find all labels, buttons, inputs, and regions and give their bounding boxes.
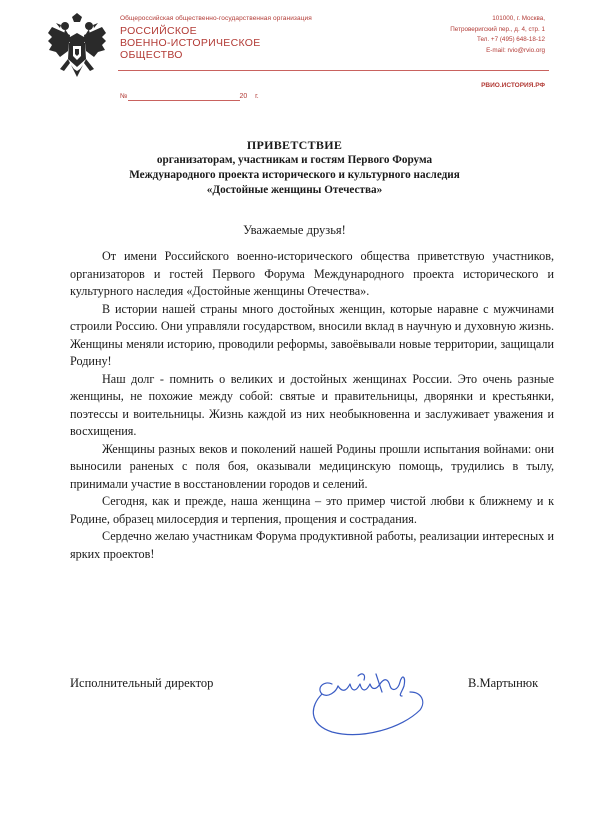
address-line: Петроверигский пер., д. 4, стр. 1 <box>450 25 545 33</box>
address-line: E-mail: rvio@rvio.org <box>486 46 545 54</box>
date-suffix: 20 г. <box>239 93 259 100</box>
body-paragraph: От имени Российского военно-исторического общества приветствую участников, организаторов и гостей Первого Форума Международного проекта исторического и культурного наследия «Достойные женщины Отечества». <box>70 249 554 298</box>
org-type-label: Общероссийская общественно-государственная организация <box>120 15 312 22</box>
page-title: ПРИВЕТСТВИЕ <box>246 138 343 152</box>
greeting: Уважаемые друзья! <box>243 223 346 237</box>
body-paragraph: В истории нашей страны много достойных женщин, которые наравне с мужчинами строили Россию. Они управляли государством, вносили вклад в научную и духовную жизнь. Женщины меняли историю, проводили реформы, завоёвывали новые территории, защищали Родину! <box>70 301 554 368</box>
org-name-line: ВОЕННО-ИСТОРИЧЕСКОЕ <box>120 37 261 49</box>
letter-body <box>70 248 554 563</box>
title-line: организаторам, участникам и гостям Первого Форума <box>156 154 433 166</box>
body-paragraph: Женщины разных веков и поколений нашей Родины прошли испытания войнами: они выносили раненых с поля боя, оказывали медицинскую помощь, трудились в тылу, принимали участие в восстановлении городов и селений. <box>70 441 554 491</box>
title-block <box>40 138 549 198</box>
double-headed-eagle-emblem-icon <box>46 13 108 85</box>
body-paragraph: Наш долг - помнить о великих и достойных женщинах России. Это очень разные женщины, не похожие между собой: святые и правительницы, дворянки и крестьянки, поэтессы и воительницы. Жизнь каждой из них необыкновенна и заслуживает уважения и восхищения. <box>70 371 554 438</box>
signatory-role: Исполнительный директор <box>70 676 214 690</box>
title-line: Международного проекта исторического и культурного наследия <box>129 169 460 181</box>
org-name-line: ОБЩЕСТВО <box>120 49 183 61</box>
address-line: Тел. +7 (495) 648-18-12 <box>476 36 545 43</box>
document-number-line <box>120 93 259 101</box>
address-line: 101000, г. Москва, <box>492 15 545 22</box>
handwritten-signature <box>302 662 432 742</box>
org-name-line: РОССИЙСКОЕ <box>120 25 197 37</box>
org-name <box>120 25 261 61</box>
body-paragraph: Сегодня, как и прежде, наша женщина – это пример чистой любви к ближнему и к Родине, образец милосердия и терпения, прощения и сострадания. <box>70 494 554 526</box>
letterhead-divider <box>118 70 549 71</box>
org-website: РВИО.ИСТОРИЯ.РФ <box>481 82 545 89</box>
body-paragraph: Сердечно желаю участникам Форума продуктивной работы, реализации интересных и ярких проектов! <box>70 529 554 561</box>
title-line: «Достойные женщины Отечества» <box>206 184 383 196</box>
number-label: № <box>120 93 128 100</box>
number-blank <box>128 93 240 101</box>
org-address <box>450 14 545 56</box>
signatory-name: В.Мартынюк <box>468 676 539 690</box>
